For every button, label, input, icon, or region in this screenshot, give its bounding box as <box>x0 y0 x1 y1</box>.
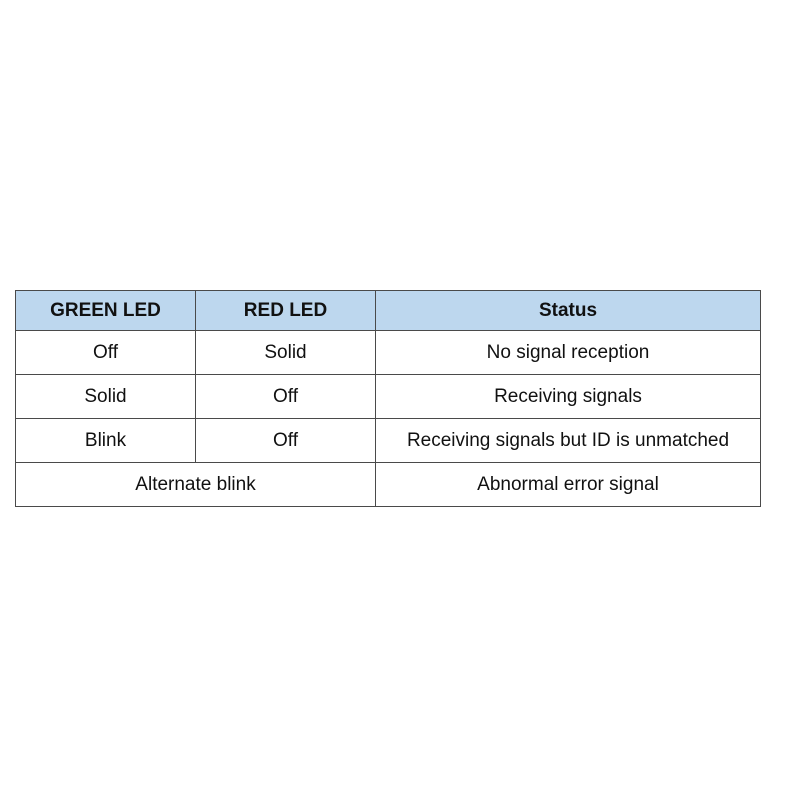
cell-green-led: Off <box>16 331 196 375</box>
cell-red-led: Off <box>196 419 376 463</box>
header-row <box>16 291 761 331</box>
table-row <box>16 419 761 463</box>
table-row <box>16 331 761 375</box>
cell-green-led: Solid <box>16 375 196 419</box>
led-status-table <box>15 290 761 507</box>
cell-alternate-blink: Alternate blink <box>16 463 376 507</box>
cell-status: Receiving signals but ID is unmatched <box>376 419 761 463</box>
table-body <box>16 331 761 507</box>
header-green-led: GREEN LED <box>16 291 196 331</box>
cell-status: No signal reception <box>376 331 761 375</box>
table-row-merged <box>16 463 761 507</box>
header-red-led: RED LED <box>196 291 376 331</box>
header-status: Status <box>376 291 761 331</box>
cell-green-led: Blink <box>16 419 196 463</box>
cell-red-led: Off <box>196 375 376 419</box>
table-row <box>16 375 761 419</box>
cell-status: Abnormal error signal <box>376 463 761 507</box>
table-header <box>16 291 761 331</box>
cell-red-led: Solid <box>196 331 376 375</box>
cell-status: Receiving signals <box>376 375 761 419</box>
